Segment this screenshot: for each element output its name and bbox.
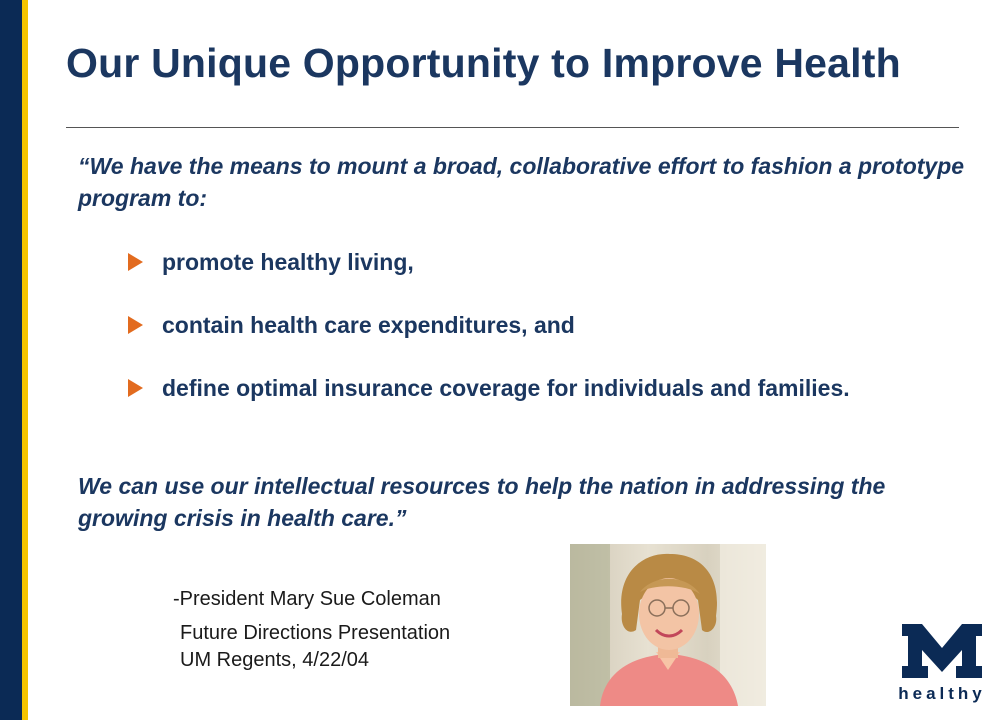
bullet-text: contain health care expenditures, and	[162, 312, 575, 338]
quote-intro: “We have the means to mount a broad, collaborative effort to fashion a prototype program to:	[78, 153, 965, 211]
bullet-item	[128, 309, 888, 341]
attribution-event: Future Directions Presentation	[180, 622, 451, 644]
bullet-text: promote healthy living,	[162, 249, 414, 275]
left-maize-stripe	[22, 0, 28, 720]
left-navy-band	[0, 0, 22, 720]
um-healthy-logo	[898, 622, 986, 708]
portrait-illustration	[570, 544, 766, 706]
bullet-item	[128, 246, 888, 278]
bullet-item	[128, 372, 888, 404]
bullet-text: define optimal insurance coverage for individuals and families.	[162, 375, 850, 401]
portrait-photo	[570, 544, 766, 706]
logo-wordmark: healthy	[898, 684, 986, 703]
attribution-date: UM Regents, 4/22/04	[180, 649, 369, 671]
slide-title: Our Unique Opportunity to Improve Health	[66, 40, 901, 86]
attribution-name: -President Mary Sue Coleman	[173, 588, 441, 610]
block-m-icon	[898, 622, 986, 680]
title-divider	[66, 127, 959, 128]
bullet-list	[128, 246, 888, 404]
arrow-bullet-icon	[128, 253, 143, 271]
quote-outro: We can use our intellectual resources to help the nation in addressing the growing crisis in health care.”	[78, 473, 886, 531]
arrow-bullet-icon	[128, 379, 143, 397]
arrow-bullet-icon	[128, 316, 143, 334]
